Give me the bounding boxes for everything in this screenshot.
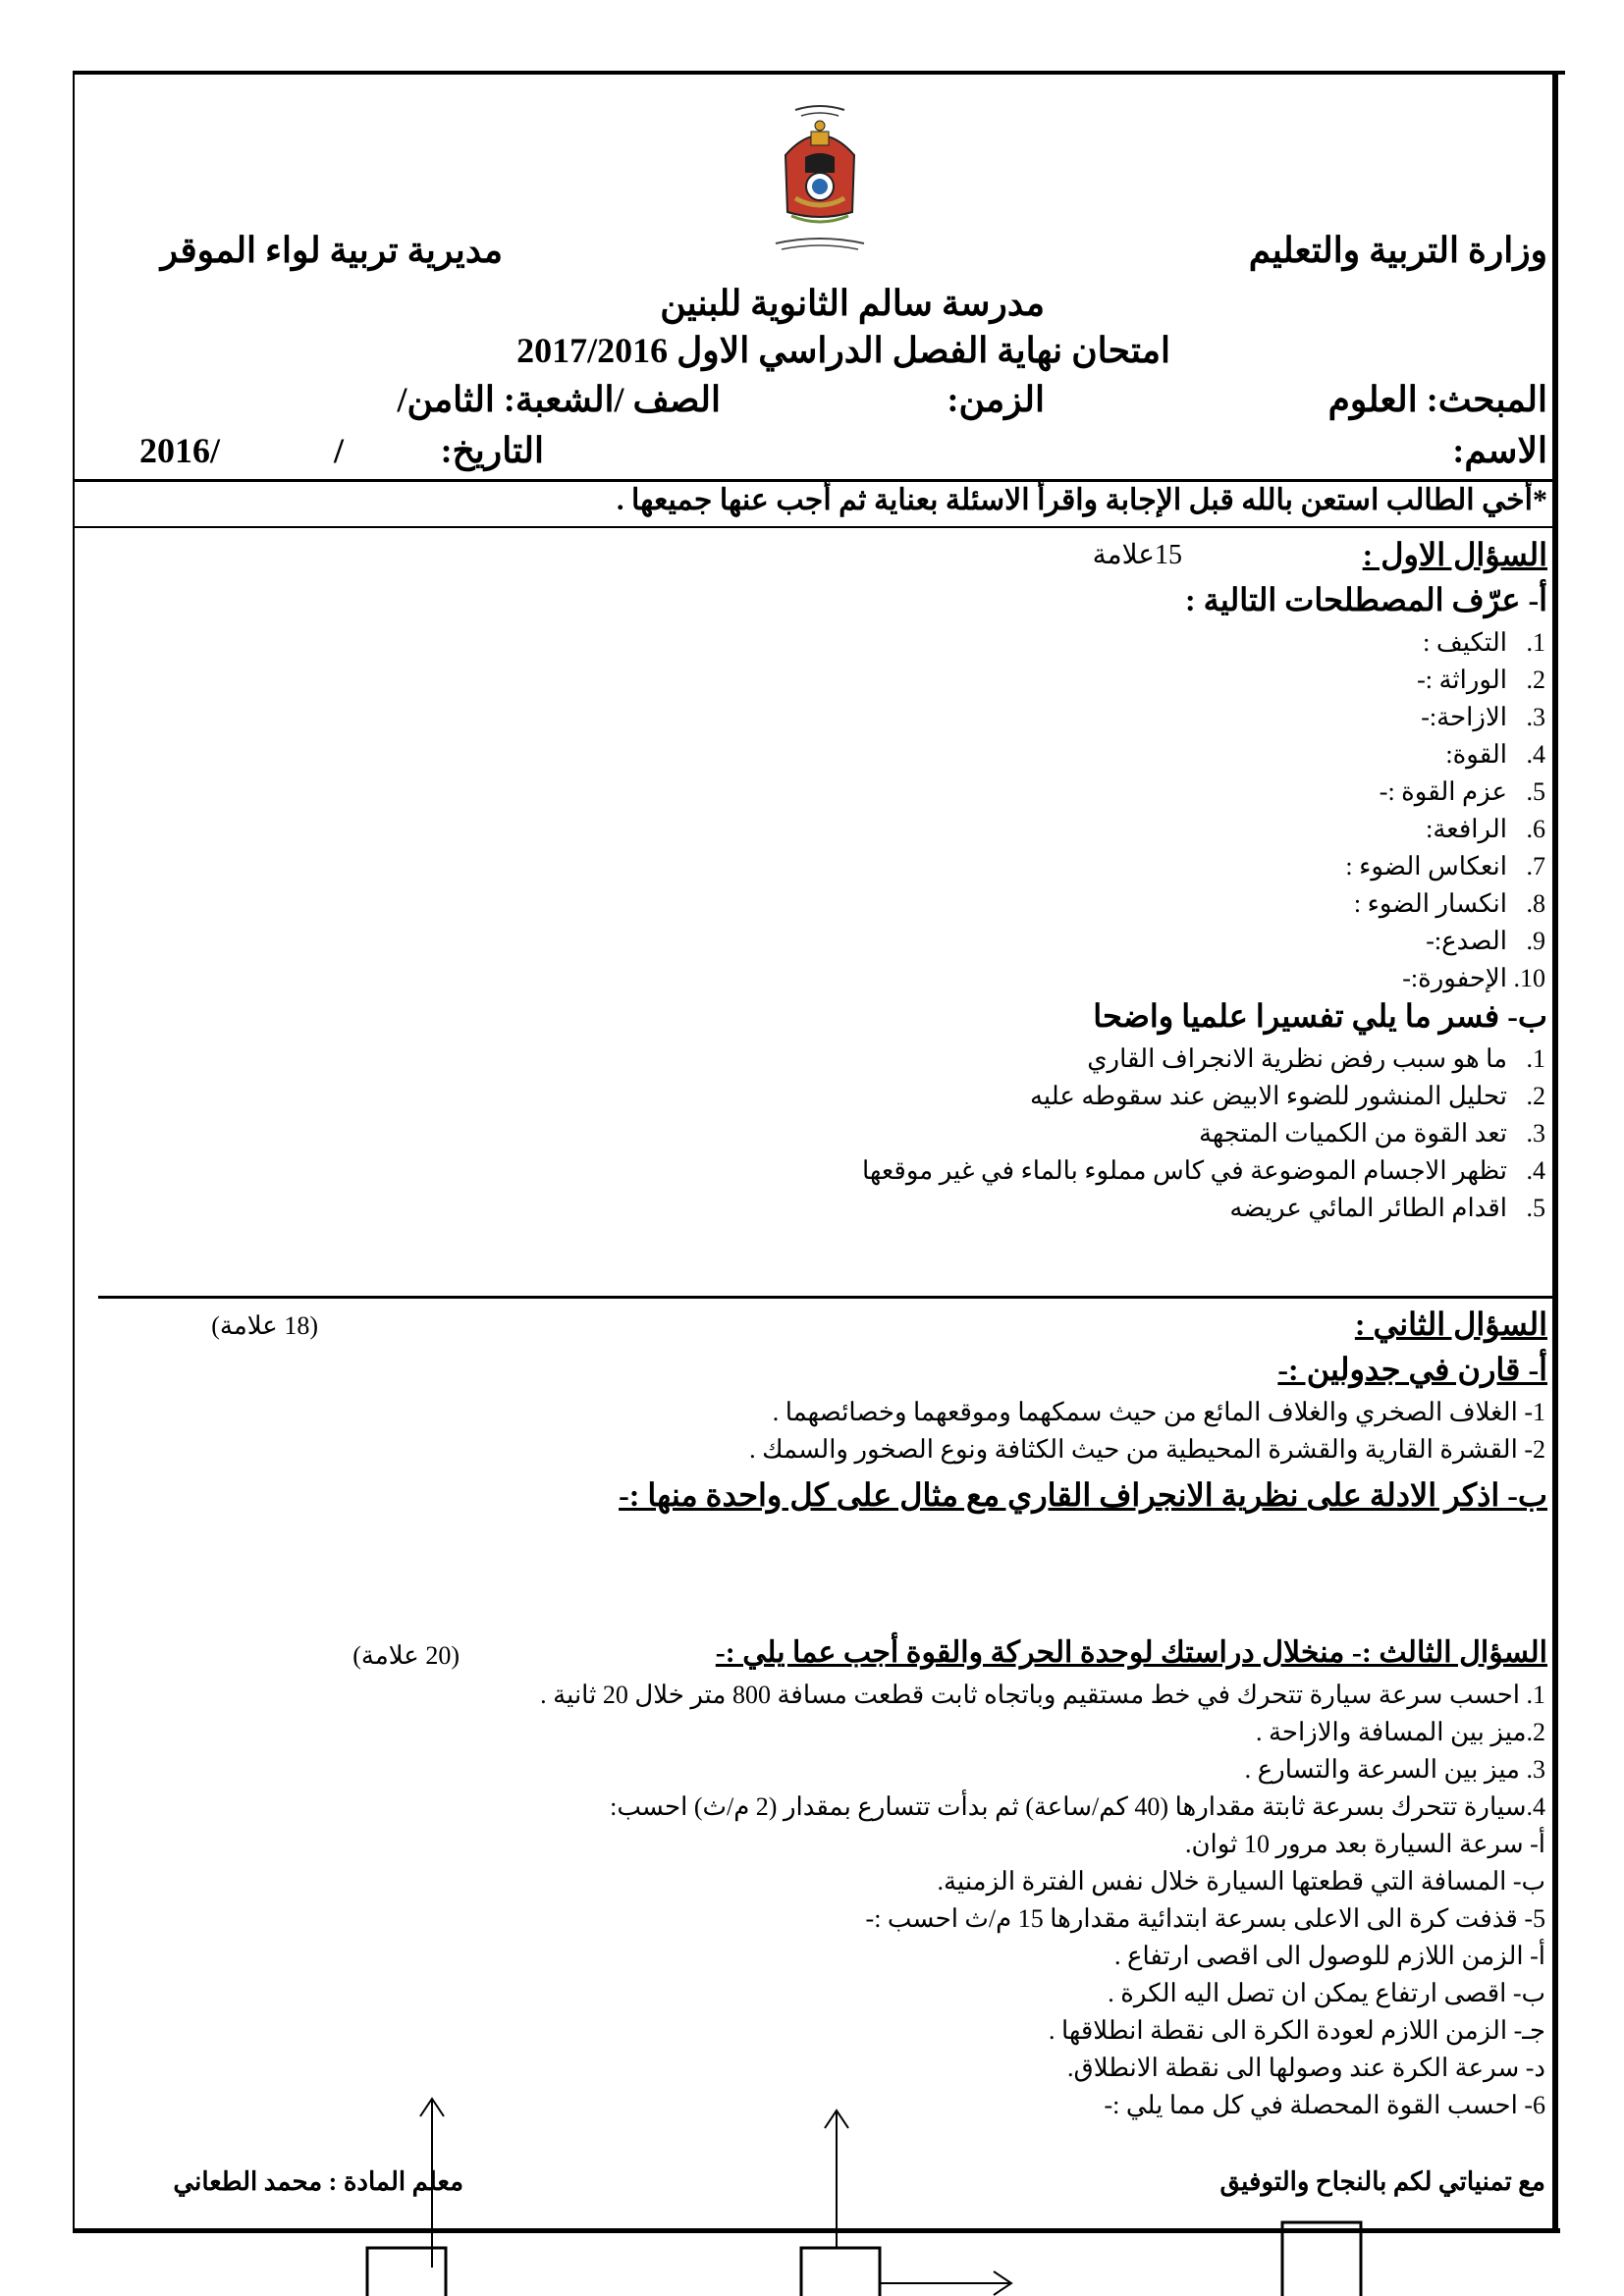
time-field: الزمن:	[947, 380, 1045, 419]
force-diagram-left	[367, 2099, 446, 2296]
q3-item-3: 3. ميز بين السرعة والتسارع .	[1244, 1755, 1545, 1784]
footer-wishes: مع تمنياتي لكم بالنجاح والتوفيق	[1219, 2167, 1545, 2196]
q3-item-5: 5- قذفت كرة الى الاعلى بسرعة ابتدائية مقدارها 15 م/ث احسب :-	[865, 1904, 1545, 1933]
q1-term-1: 1. التكيف :	[1423, 628, 1545, 657]
q1-marks: 15علامة	[1092, 540, 1182, 570]
q3-marks: (20 علامة)	[352, 1641, 460, 1670]
q3-item-2: 2.ميز بين المسافة والازاحة .	[1255, 1718, 1545, 1746]
date-year: 2016/	[139, 431, 221, 470]
q1-explain-3: 3. تعد القوة من الكميات المتجهة	[1198, 1119, 1545, 1148]
q3-item-5a: أ- الزمن اللازم للوصول الى اقصى ارتفاع .	[1113, 1942, 1545, 1970]
q3-item-5d: د- سرعة الكرة عند وصولها الى نقطة الانطلاق.	[1067, 2054, 1545, 2082]
date-label: التاريخ:	[440, 431, 544, 470]
school-name: مدرسة سالم الثانوية للبنين	[660, 284, 1045, 323]
q1-term-6: 6. الرافعة:	[1426, 815, 1545, 843]
q1-explain-4: 4. تظهر الاجسام الموضوعة في كاس مملوء بالماء في غير موقعها	[861, 1156, 1545, 1185]
frame-right-border	[1552, 71, 1558, 2230]
q1-term-7: 7. انعكاس الضوء :	[1345, 852, 1545, 881]
coat-of-arms-emblem-icon	[766, 96, 874, 253]
frame-left-border	[73, 71, 75, 2230]
q3-item-4b: ب- المسافة التي قطعتها السيارة خلال نفس الفترة الزمنية.	[937, 1867, 1545, 1896]
q2-part-a-title: أ- قارن في جدولين :-	[1277, 1352, 1547, 1387]
q1-term-5: 5. عزم القوة :-	[1379, 777, 1545, 806]
instructions-text: *أخي الطالب استعن بالله قبل الإجابة واقرأ الاسئلة بعناية ثم أجب عنها جميعها .	[617, 484, 1547, 516]
force-diagram-right	[1282, 2222, 1361, 2296]
q2-marks: (18 علامة)	[211, 1311, 318, 1340]
q2-title: السؤال الثاني :	[1354, 1307, 1547, 1342]
q1-part-a-title: أ- عرّف المصطلحات التالية :	[1185, 582, 1547, 617]
grade-field: الصف /الشعبة: الثامن/	[397, 380, 721, 419]
q1-term-10: 10. الإحفورة:-	[1402, 964, 1545, 992]
frame-top-border	[73, 71, 1565, 75]
q1-term-2: 2. الوراثة :-	[1417, 666, 1545, 694]
ministry-name: وزارة التربية والتعليم	[1248, 231, 1547, 270]
q3-item-1: 1. احسب سرعة سيارة تتحرك في خط مستقيم وباتجاه ثابت قطعت مسافة 800 متر خلال 20 ثانية .	[540, 1681, 1545, 1709]
date-slash: /	[334, 431, 345, 470]
q1-divider	[98, 1296, 1555, 1299]
q1-part-b-title: ب- فسر ما يلي تفسيرا علميا واضحا	[1093, 998, 1547, 1034]
q3-item-5c: جـ- الزمن اللازم لعودة الكرة الى نقطة انطلاقها .	[1048, 2016, 1545, 2045]
q1-term-4: 4. القوة:	[1445, 740, 1545, 769]
q1-term-3: 3. الازاحة:-	[1421, 703, 1545, 731]
q3-item-5b: ب- اقصى ارتفاع يمكن ان تصل اليه الكرة .	[1108, 1979, 1545, 2007]
q1-explain-1: 1. ما هو سبب رفض نظرية الانجراف القاري	[1087, 1044, 1545, 1073]
q1-term-9: 9. الصدع:-	[1426, 927, 1545, 955]
student-name-field: الاسم:	[1452, 431, 1547, 470]
q1-term-8: 8. انكسار الضوء :	[1353, 889, 1545, 918]
q2-compare-2: 2- القشرة القارية والقشرة المحيطية من حيث الكثافة ونوع الصخور والسمك .	[749, 1435, 1545, 1464]
q3-item-4: 4.سيارة تتحرك بسرعة ثابتة مقدارها (40 كم/ساعة) ثم بدأت تتسارع بمقدار (2 م/ث) احسب:	[610, 1792, 1545, 1821]
footer-teacher: معلم المادة : محمد الطعاني	[173, 2167, 463, 2196]
q2-part-b-title: ب- اذكر الادلة على نظرية الانجراف القاري مع مثال على كل واحدة منها :-	[619, 1477, 1547, 1513]
q1-explain-2: 2. تحليل المنشور للضوء الابيض عند سقوطه عليه	[1029, 1082, 1545, 1110]
q3-title: السؤال الثالث :- منخلال دراستك لوحدة الحركة والقوة أجب عما يلي :-	[715, 1636, 1547, 1669]
q1-title: السؤال الاول :	[1362, 537, 1547, 572]
exam-title: امتحان نهاية الفصل الدراسي الاول 2017/2016	[516, 331, 1170, 370]
force-diagram-middle	[801, 2110, 1011, 2296]
force-diagrams	[0, 2061, 1624, 2296]
q2-compare-1: 1- الغلاف الصخري والغلاف المائع من حيث سمكهما وموقعهما وخصائصهما .	[772, 1398, 1545, 1426]
header-divider	[73, 479, 1555, 482]
directorate-name: مديرية تربية لواء الموقر	[160, 231, 503, 270]
q3-item-4a: أ- سرعة السيارة بعد مرور 10 ثوان.	[1184, 1830, 1545, 1858]
q1-explain-5: 5. اقدام الطائر المائي عريضه	[1229, 1194, 1545, 1222]
subject-field: المبحث: العلوم	[1327, 380, 1547, 419]
instructions-divider	[73, 526, 1555, 528]
q3-item-6: 6- احسب القوة المحصلة في كل مما يلي :-	[1104, 2091, 1545, 2119]
